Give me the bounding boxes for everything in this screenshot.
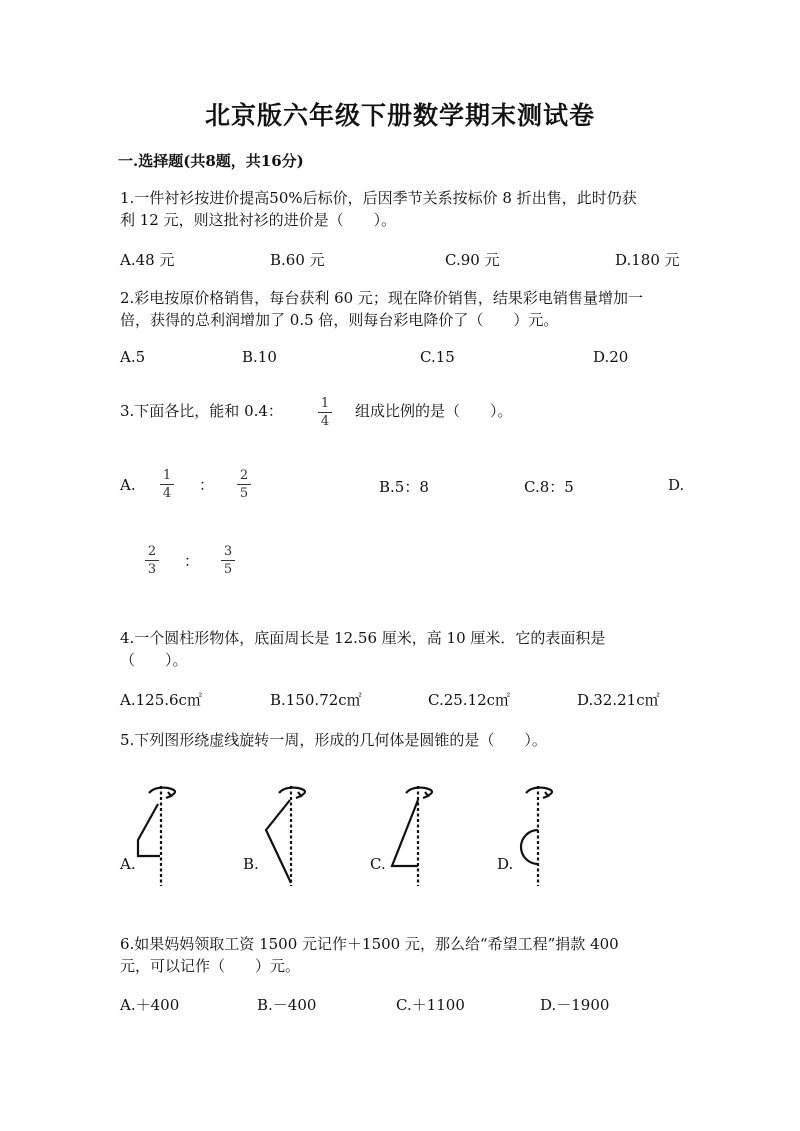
- question-4-option-b: B.150.72c㎡: [270, 691, 362, 709]
- question-3-option-a-fraction-1: [160, 468, 174, 501]
- question-2-option-c: C.15: [420, 348, 455, 366]
- question-4-line-2: （ ）。: [120, 651, 188, 669]
- fraction-numerator: 3: [223, 544, 233, 559]
- question-2-option-b: B.10: [242, 348, 277, 366]
- question-1-option-b: B.60 元: [270, 251, 325, 269]
- question-3-prefix: 3.下面各比，能和 0.4：: [120, 402, 283, 420]
- question-1-line-2: 利 12 元，则这批衬衫的进价是（ ）。: [120, 211, 397, 229]
- question-1-line-1: 1.一件衬衫按进价提高50%后标价，后因季节关系按标价 8 折出售，此时仍获: [120, 189, 637, 207]
- question-4-option-d: D.32.21c㎡: [577, 691, 660, 709]
- question-3-option-c: C.8：5: [524, 478, 574, 496]
- question-5-option-b: B.: [243, 855, 259, 873]
- question-3-option-b: B.5：8: [379, 478, 429, 496]
- page-title: 北京版六年级下册数学期末测试卷: [204, 101, 595, 130]
- question-3-option-a-fraction-2: [237, 468, 251, 501]
- fraction-numerator: 2: [147, 544, 157, 559]
- question-1-option-c: C.90 元: [445, 251, 500, 269]
- question-3-option-d-fraction-1: [145, 544, 159, 577]
- question-1-option-d: D.180 元: [615, 251, 680, 269]
- fraction-numerator: 1: [162, 468, 172, 483]
- question-5-option-d: D.: [497, 855, 514, 873]
- figure-d-rotation-shape: [512, 780, 572, 890]
- question-6-option-a: A.＋400: [120, 996, 180, 1014]
- question-6-line-1: 6.如果妈妈领取工资 1500 元记作＋1500 元，那么给“希望工程”捐款 400: [120, 935, 619, 953]
- question-4-line-1: 4.一个圆柱形物体，底面周长是 12.56 厘米，高 10 厘米．它的表面积是: [120, 629, 606, 647]
- fraction-denominator: 5: [223, 562, 233, 577]
- figure-a-rotation-shape: [135, 780, 195, 890]
- figure-c-rotation-shape: [385, 780, 445, 890]
- question-2-line-1: 2.彩电按原价格销售，每台获利 60 元；现在降价销售，结果彩电销售量增加一: [120, 289, 643, 307]
- question-4-option-c: C.25.12c㎡: [428, 691, 511, 709]
- question-5-option-a: A.: [120, 855, 136, 873]
- question-3-option-a-label: A.: [120, 476, 136, 494]
- figure-b-rotation-shape: [258, 780, 318, 890]
- question-1-option-a: A.48 元: [120, 251, 175, 269]
- question-3-suffix: 组成比例的是（ ）。: [355, 402, 513, 420]
- fraction-denominator: 3: [147, 562, 157, 577]
- question-6-option-d: D.－1900: [540, 996, 610, 1014]
- question-2-line-2: 倍，获得的总利润增加了 0.5 倍，则每台彩电降价了（ ）元。: [120, 311, 559, 329]
- question-2-option-d: D.20: [593, 348, 629, 366]
- question-3-fraction: [318, 396, 332, 429]
- question-3-option-d-colon: ：: [184, 552, 200, 570]
- fraction-denominator: 4: [162, 486, 172, 501]
- question-6-line-2: 元，可以记作（ ）元。: [120, 957, 301, 975]
- question-5-line-1: 5.下列图形绕虚线旋转一周，形成的几何体是圆锥的是（ ）。: [120, 731, 547, 749]
- fraction-numerator: 2: [239, 468, 249, 483]
- section-heading: 一.选择题(共8题，共16分): [118, 152, 304, 170]
- fraction-denominator: 5: [239, 486, 249, 501]
- question-6-option-b: B.－400: [257, 996, 317, 1014]
- question-4-option-a: A.125.6c㎡: [120, 691, 202, 709]
- question-6-option-c: C.＋1100: [396, 996, 465, 1014]
- fraction-numerator: 1: [320, 396, 330, 411]
- question-2-option-a: A.5: [120, 348, 146, 366]
- question-3-option-a-colon: ：: [199, 476, 215, 494]
- fraction-denominator: 4: [320, 414, 330, 429]
- question-3-option-d-label: D.: [668, 476, 685, 494]
- question-3-option-d-fraction-2: [221, 544, 235, 577]
- question-5-option-c: C.: [370, 855, 386, 873]
